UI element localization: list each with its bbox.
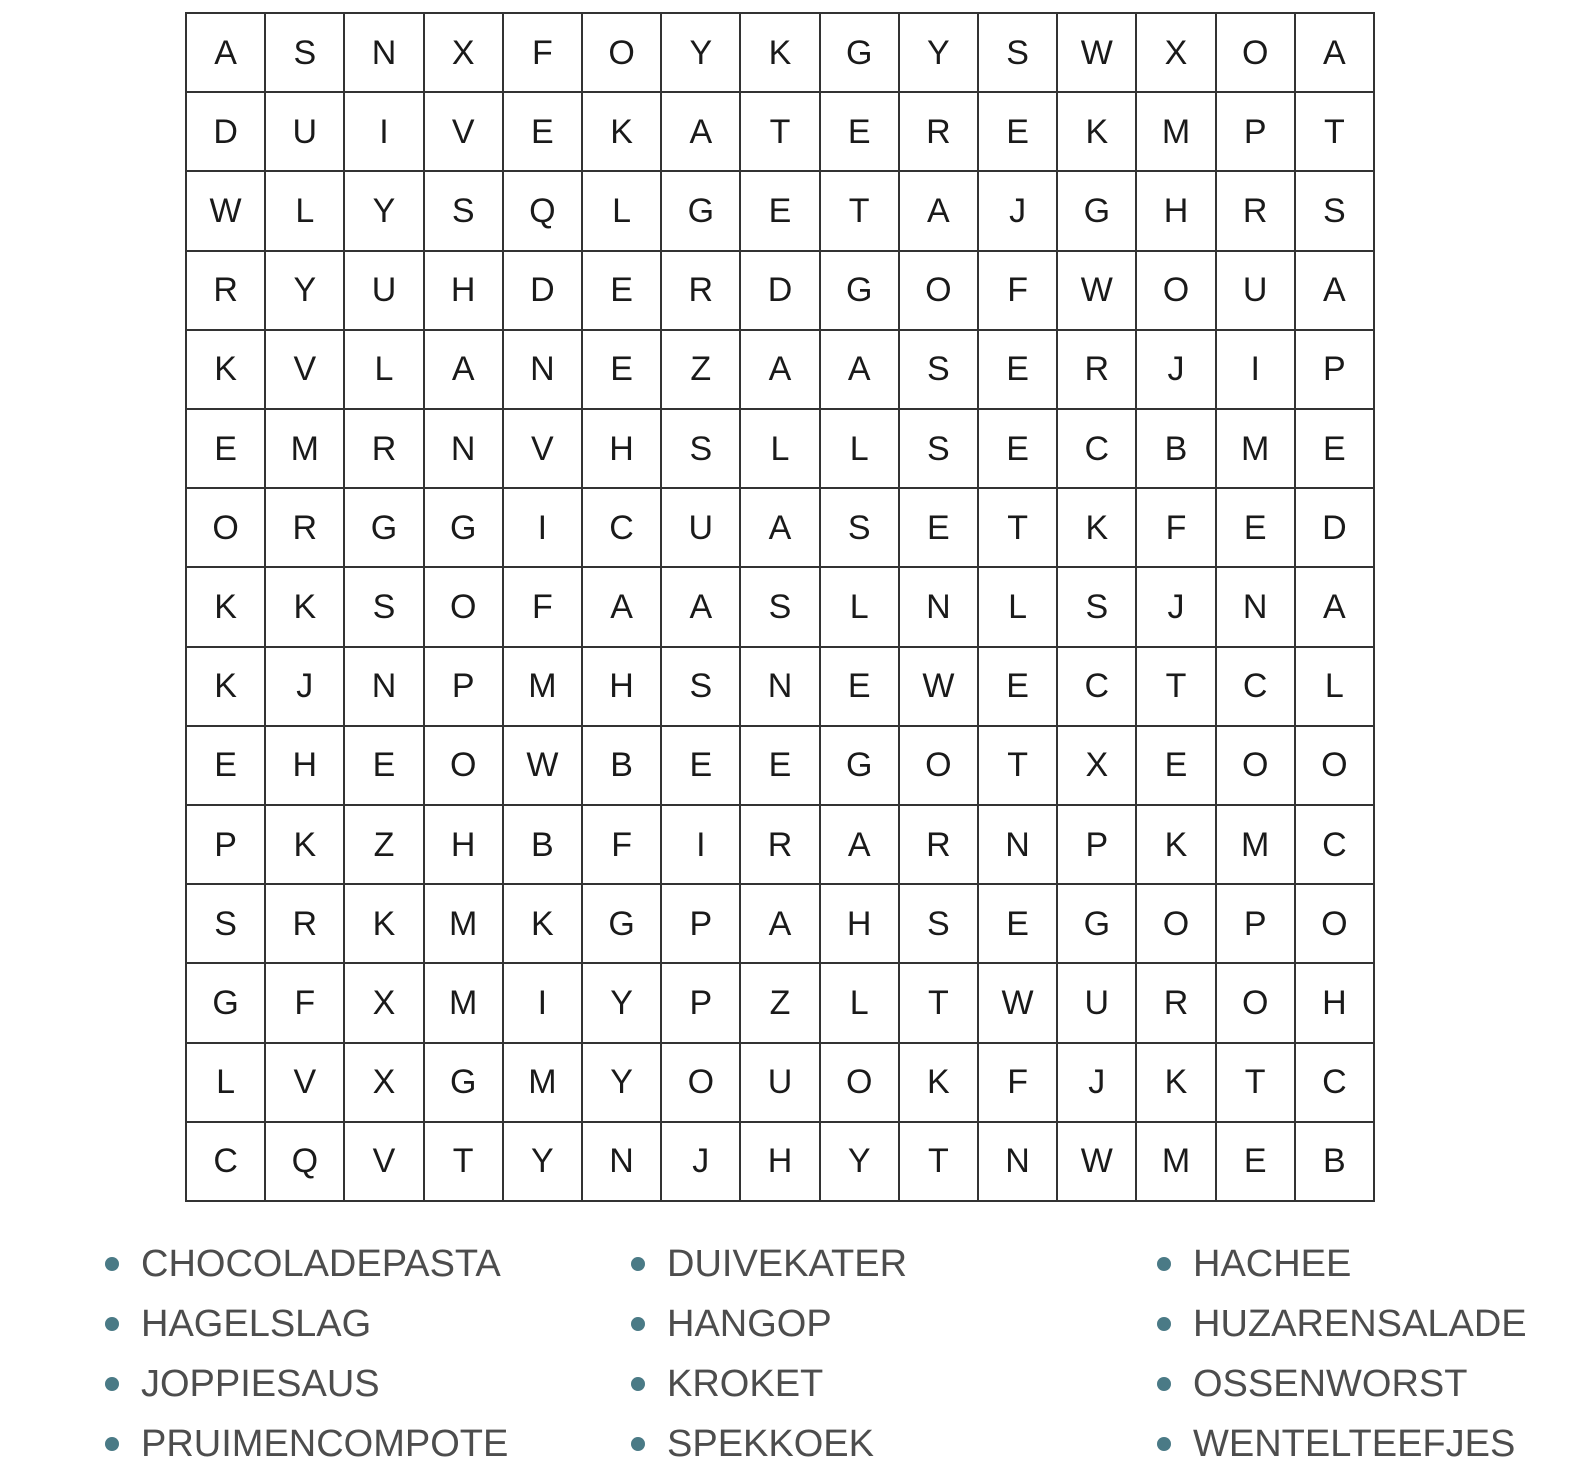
grid-cell[interactable]: T <box>821 172 900 251</box>
grid-cell[interactable]: E <box>979 648 1058 727</box>
grid-cell[interactable]: Z <box>741 964 820 1043</box>
grid-cell[interactable]: A <box>741 331 820 410</box>
grid-cell[interactable]: K <box>187 568 266 647</box>
grid-cell[interactable]: O <box>900 727 979 806</box>
grid-cell[interactable]: Y <box>504 1123 583 1202</box>
grid-cell[interactable]: E <box>345 727 424 806</box>
grid-cell[interactable]: E <box>662 727 741 806</box>
grid-cell[interactable]: N <box>345 648 424 727</box>
grid-cell[interactable]: D <box>504 252 583 331</box>
grid-cell[interactable]: C <box>1217 648 1296 727</box>
grid-cell[interactable]: R <box>662 252 741 331</box>
grid-cell[interactable]: K <box>187 331 266 410</box>
grid-cell[interactable]: F <box>979 252 1058 331</box>
grid-cell[interactable]: V <box>266 1044 345 1123</box>
grid-cell[interactable]: H <box>583 648 662 727</box>
grid-cell[interactable]: G <box>1058 172 1137 251</box>
grid-cell[interactable]: M <box>1217 410 1296 489</box>
grid-cell[interactable]: L <box>1296 648 1375 727</box>
grid-cell[interactable]: W <box>900 648 979 727</box>
grid-cell[interactable]: W <box>979 964 1058 1043</box>
bullet-icon <box>631 1377 645 1391</box>
grid-cell[interactable]: A <box>1296 568 1375 647</box>
grid-cell[interactable]: K <box>504 885 583 964</box>
grid-cell[interactable]: U <box>345 252 424 331</box>
grid-cell[interactable]: C <box>1058 410 1137 489</box>
grid-cell[interactable]: B <box>1296 1123 1375 1202</box>
grid-cell[interactable]: W <box>1058 1123 1137 1202</box>
grid-cell[interactable]: E <box>979 410 1058 489</box>
grid-cell[interactable]: L <box>741 410 820 489</box>
word-label: HAGELSLAG <box>141 1302 372 1345</box>
word-search-grid <box>185 12 1375 1202</box>
grid-cell[interactable]: A <box>900 172 979 251</box>
grid-cell[interactable]: J <box>1058 1044 1137 1123</box>
grid-cell[interactable]: C <box>1058 648 1137 727</box>
word-label: JOPPIESAUS <box>141 1362 380 1405</box>
grid-cell[interactable]: Y <box>583 1044 662 1123</box>
grid-cell[interactable]: S <box>1058 568 1137 647</box>
grid-cell[interactable]: A <box>821 331 900 410</box>
grid-cell[interactable]: Y <box>821 1123 900 1202</box>
word-list-item <box>1157 1234 1565 1294</box>
grid-cell[interactable]: P <box>425 648 504 727</box>
grid-cell[interactable]: D <box>1296 489 1375 568</box>
grid-cell[interactable]: A <box>583 568 662 647</box>
grid-cell[interactable]: A <box>187 14 266 93</box>
grid-cell[interactable]: X <box>345 964 424 1043</box>
grid-cell[interactable]: M <box>1137 1123 1216 1202</box>
grid-cell[interactable]: K <box>345 885 424 964</box>
grid-cell[interactable]: U <box>1058 964 1137 1043</box>
grid-cell[interactable]: T <box>979 489 1058 568</box>
word-list-item <box>105 1234 631 1294</box>
grid-cell[interactable]: S <box>741 568 820 647</box>
grid-cell[interactable]: G <box>345 489 424 568</box>
grid-cell[interactable]: D <box>741 252 820 331</box>
grid-cell[interactable]: O <box>583 14 662 93</box>
grid-cell[interactable]: T <box>425 1123 504 1202</box>
grid-cell[interactable]: N <box>1217 568 1296 647</box>
grid-cell[interactable]: X <box>345 1044 424 1123</box>
grid-cell[interactable]: N <box>900 568 979 647</box>
grid-cell[interactable]: E <box>979 93 1058 172</box>
grid-cell[interactable]: G <box>187 964 266 1043</box>
grid-cell[interactable]: E <box>1217 1123 1296 1202</box>
grid-cell[interactable]: C <box>1296 1044 1375 1123</box>
grid-cell[interactable]: H <box>1137 172 1216 251</box>
grid-cell[interactable]: J <box>979 172 1058 251</box>
grid-cell[interactable]: X <box>1058 727 1137 806</box>
grid-cell[interactable]: O <box>425 568 504 647</box>
grid-cell[interactable]: P <box>1296 331 1375 410</box>
grid-cell[interactable]: J <box>1137 568 1216 647</box>
grid-cell[interactable]: H <box>266 727 345 806</box>
grid-cell[interactable]: K <box>266 568 345 647</box>
grid-cell[interactable]: Z <box>345 806 424 885</box>
grid-cell[interactable]: S <box>900 885 979 964</box>
bullet-icon <box>1157 1317 1171 1331</box>
grid-cell[interactable]: J <box>662 1123 741 1202</box>
grid-cell[interactable]: R <box>741 806 820 885</box>
grid-cell[interactable]: L <box>266 172 345 251</box>
grid-cell[interactable]: Y <box>583 964 662 1043</box>
word-list-item <box>1157 1354 1565 1414</box>
grid-cell[interactable]: E <box>979 331 1058 410</box>
bullet-icon <box>1157 1257 1171 1271</box>
grid-cell[interactable]: L <box>187 1044 266 1123</box>
grid-cell[interactable]: A <box>1296 252 1375 331</box>
grid-cell[interactable]: A <box>1296 14 1375 93</box>
grid-cell[interactable]: Z <box>662 331 741 410</box>
grid-cell[interactable]: A <box>821 806 900 885</box>
grid-cell[interactable]: O <box>1217 727 1296 806</box>
grid-cell[interactable]: T <box>979 727 1058 806</box>
grid-cell[interactable]: E <box>187 410 266 489</box>
bullet-icon <box>631 1317 645 1331</box>
grid-cell[interactable]: O <box>1137 252 1216 331</box>
grid-cell[interactable]: C <box>1296 806 1375 885</box>
grid-cell[interactable]: K <box>1137 806 1216 885</box>
grid-cell[interactable]: Y <box>900 14 979 93</box>
grid-cell[interactable]: L <box>821 568 900 647</box>
grid-cell[interactable]: K <box>583 93 662 172</box>
grid-cell[interactable]: K <box>266 806 345 885</box>
grid-cell[interactable]: I <box>1217 331 1296 410</box>
word-list-item <box>631 1354 1157 1414</box>
grid-cell[interactable]: S <box>662 410 741 489</box>
grid-cell[interactable]: O <box>662 1044 741 1123</box>
grid-cell[interactable]: E <box>741 727 820 806</box>
grid-cell[interactable]: S <box>900 331 979 410</box>
grid-cell[interactable]: O <box>1217 14 1296 93</box>
grid-cell[interactable]: N <box>504 331 583 410</box>
grid-cell[interactable]: O <box>1137 885 1216 964</box>
grid-cell[interactable]: C <box>187 1123 266 1202</box>
grid-cell[interactable]: H <box>821 885 900 964</box>
grid-cell[interactable]: S <box>821 489 900 568</box>
grid-cell[interactable]: T <box>1296 93 1375 172</box>
word-list-item <box>105 1354 631 1414</box>
grid-cell[interactable]: R <box>1137 964 1216 1043</box>
grid-cell[interactable]: Y <box>662 14 741 93</box>
grid-cell[interactable]: T <box>741 93 820 172</box>
grid-cell[interactable]: C <box>583 489 662 568</box>
grid-cell[interactable]: O <box>900 252 979 331</box>
grid-cell[interactable]: V <box>425 93 504 172</box>
grid-cell[interactable]: N <box>425 410 504 489</box>
word-list-item <box>1157 1294 1565 1354</box>
grid-cell[interactable]: L <box>821 410 900 489</box>
grid-cell[interactable]: E <box>1217 489 1296 568</box>
grid-cell[interactable]: Q <box>504 172 583 251</box>
word-label: HUZARENSALADE <box>1193 1302 1527 1345</box>
grid-cell[interactable]: D <box>187 93 266 172</box>
grid-cell[interactable]: W <box>504 727 583 806</box>
grid-cell[interactable]: G <box>583 885 662 964</box>
grid-cell[interactable]: O <box>1296 885 1375 964</box>
grid-cell[interactable]: F <box>583 806 662 885</box>
grid-cell[interactable]: N <box>741 648 820 727</box>
grid-cell[interactable]: G <box>821 14 900 93</box>
grid-cell[interactable]: W <box>1058 14 1137 93</box>
word-list-item <box>631 1234 1157 1294</box>
grid-cell[interactable]: P <box>1217 93 1296 172</box>
grid-cell[interactable]: V <box>266 331 345 410</box>
bullet-icon <box>105 1437 119 1451</box>
grid-cell[interactable]: O <box>821 1044 900 1123</box>
word-label: DUIVEKATER <box>667 1242 908 1285</box>
grid-cell[interactable]: S <box>1296 172 1375 251</box>
word-list-item <box>1157 1414 1565 1474</box>
grid-cell[interactable]: S <box>425 172 504 251</box>
grid-cell[interactable]: A <box>741 489 820 568</box>
grid-cell[interactable]: E <box>1137 727 1216 806</box>
grid-cell[interactable]: M <box>504 1044 583 1123</box>
grid-cell[interactable]: U <box>662 489 741 568</box>
grid-cell[interactable]: R <box>187 252 266 331</box>
grid-cell[interactable]: O <box>425 727 504 806</box>
grid-cell[interactable]: U <box>741 1044 820 1123</box>
grid-cell[interactable]: J <box>1137 331 1216 410</box>
grid-cell[interactable]: M <box>425 885 504 964</box>
grid-cell[interactable]: V <box>345 1123 424 1202</box>
grid-cell[interactable]: E <box>583 252 662 331</box>
grid-cell[interactable]: P <box>187 806 266 885</box>
bullet-icon <box>1157 1437 1171 1451</box>
grid-cell[interactable]: R <box>266 885 345 964</box>
grid-cell[interactable]: K <box>1058 93 1137 172</box>
grid-cell[interactable]: O <box>187 489 266 568</box>
word-label: CHOCOLADEPASTA <box>141 1242 501 1285</box>
grid-cell[interactable]: H <box>583 410 662 489</box>
grid-cell[interactable]: I <box>504 964 583 1043</box>
bullet-icon <box>105 1257 119 1271</box>
grid-cell[interactable]: I <box>504 489 583 568</box>
grid-cell[interactable]: T <box>900 1123 979 1202</box>
grid-cell[interactable]: G <box>821 252 900 331</box>
word-label: HANGOP <box>667 1302 832 1345</box>
grid-cell[interactable]: G <box>425 1044 504 1123</box>
grid-cell[interactable]: P <box>1058 806 1137 885</box>
grid-cell[interactable]: K <box>187 648 266 727</box>
grid-cell[interactable]: B <box>504 806 583 885</box>
grid-cell[interactable]: Y <box>345 172 424 251</box>
grid-cell[interactable]: G <box>662 172 741 251</box>
grid-cell[interactable]: M <box>266 410 345 489</box>
grid-cell[interactable]: F <box>979 1044 1058 1123</box>
grid-cell[interactable]: U <box>1217 252 1296 331</box>
grid-cell[interactable]: E <box>821 93 900 172</box>
grid-cell[interactable]: E <box>583 331 662 410</box>
word-label: KROKET <box>667 1362 824 1405</box>
word-label: SPEKKOEK <box>667 1422 874 1465</box>
grid-cell[interactable]: K <box>1137 1044 1216 1123</box>
grid-cell[interactable]: K <box>741 14 820 93</box>
grid-cell[interactable]: W <box>1058 252 1137 331</box>
word-list-item <box>631 1414 1157 1474</box>
word-label: HACHEE <box>1193 1242 1352 1285</box>
grid-cell[interactable]: R <box>900 806 979 885</box>
grid-cell[interactable]: X <box>1137 14 1216 93</box>
grid-cell[interactable]: H <box>741 1123 820 1202</box>
grid-cell[interactable]: I <box>662 806 741 885</box>
grid-cell[interactable]: A <box>662 93 741 172</box>
grid-cell[interactable]: W <box>187 172 266 251</box>
grid-cell[interactable]: F <box>504 568 583 647</box>
grid-cell[interactable]: I <box>345 93 424 172</box>
grid-cell[interactable]: M <box>425 964 504 1043</box>
bullet-icon <box>631 1257 645 1271</box>
grid-cell[interactable]: G <box>425 489 504 568</box>
grid-cell[interactable]: H <box>425 806 504 885</box>
grid-cell[interactable]: F <box>504 14 583 93</box>
grid-cell[interactable]: R <box>266 489 345 568</box>
grid-cell[interactable]: K <box>1058 489 1137 568</box>
grid-cell[interactable]: L <box>345 331 424 410</box>
grid-cell[interactable]: X <box>425 14 504 93</box>
grid-cell[interactable]: A <box>741 885 820 964</box>
grid-cell[interactable]: F <box>266 964 345 1043</box>
grid-cell[interactable]: R <box>1217 172 1296 251</box>
grid-cell[interactable]: P <box>662 885 741 964</box>
word-list-item <box>105 1414 631 1474</box>
grid-cell[interactable]: O <box>1296 727 1375 806</box>
grid-cell[interactable]: J <box>266 648 345 727</box>
grid-cell[interactable]: H <box>425 252 504 331</box>
grid-cell[interactable]: N <box>345 14 424 93</box>
word-label: PRUIMENCOMPOTE <box>141 1422 509 1465</box>
grid-cell[interactable]: E <box>900 489 979 568</box>
grid-cell[interactable]: E <box>1296 410 1375 489</box>
word-list <box>105 1234 1565 1474</box>
grid-cell[interactable]: E <box>979 885 1058 964</box>
grid-cell[interactable]: S <box>345 568 424 647</box>
grid-cell[interactable]: F <box>1137 489 1216 568</box>
grid-cell[interactable]: M <box>1217 806 1296 885</box>
grid-cell[interactable]: E <box>504 93 583 172</box>
grid-cell[interactable]: N <box>979 806 1058 885</box>
grid-cell[interactable]: H <box>1296 964 1375 1043</box>
grid-cell[interactable]: O <box>1217 964 1296 1043</box>
grid-cell[interactable]: B <box>1137 410 1216 489</box>
grid-cell[interactable]: T <box>1217 1044 1296 1123</box>
grid-cell[interactable]: P <box>662 964 741 1043</box>
grid-cell[interactable]: G <box>821 727 900 806</box>
grid-cell[interactable]: N <box>979 1123 1058 1202</box>
grid-cell[interactable]: P <box>1217 885 1296 964</box>
grid-cell[interactable]: M <box>504 648 583 727</box>
bullet-icon <box>105 1377 119 1391</box>
grid-cell[interactable]: S <box>266 14 345 93</box>
grid-cell[interactable]: B <box>583 727 662 806</box>
grid-cell[interactable]: K <box>900 1044 979 1123</box>
grid-cell[interactable]: L <box>583 172 662 251</box>
grid-cell[interactable]: A <box>425 331 504 410</box>
grid-cell[interactable]: T <box>900 964 979 1043</box>
grid-cell[interactable]: R <box>345 410 424 489</box>
grid-cell[interactable]: L <box>979 568 1058 647</box>
grid-cell[interactable]: V <box>504 410 583 489</box>
grid-cell[interactable]: U <box>266 93 345 172</box>
grid-cell[interactable]: M <box>1137 93 1216 172</box>
grid-cell[interactable]: G <box>1058 885 1137 964</box>
grid-cell[interactable]: E <box>821 648 900 727</box>
bullet-icon <box>631 1437 645 1451</box>
grid-cell[interactable]: R <box>1058 331 1137 410</box>
grid-cell[interactable]: A <box>662 568 741 647</box>
grid-cell[interactable]: L <box>821 964 900 1043</box>
bullet-icon <box>1157 1377 1171 1391</box>
grid-cell[interactable]: S <box>662 648 741 727</box>
grid-cell[interactable]: Y <box>266 252 345 331</box>
grid-cell[interactable]: T <box>1137 648 1216 727</box>
grid-cell[interactable]: Q <box>266 1123 345 1202</box>
grid-cell[interactable]: N <box>583 1123 662 1202</box>
grid-cell[interactable]: R <box>900 93 979 172</box>
grid-cell[interactable]: S <box>979 14 1058 93</box>
grid-cell[interactable]: E <box>741 172 820 251</box>
bullet-icon <box>105 1317 119 1331</box>
word-label: OSSENWORST <box>1193 1362 1468 1405</box>
grid-cell[interactable]: S <box>900 410 979 489</box>
word-list-item <box>105 1294 631 1354</box>
word-label: WENTELTEEFJES <box>1193 1422 1516 1465</box>
grid-cell[interactable]: S <box>187 885 266 964</box>
grid-cell[interactable]: E <box>187 727 266 806</box>
word-list-item <box>631 1294 1157 1354</box>
